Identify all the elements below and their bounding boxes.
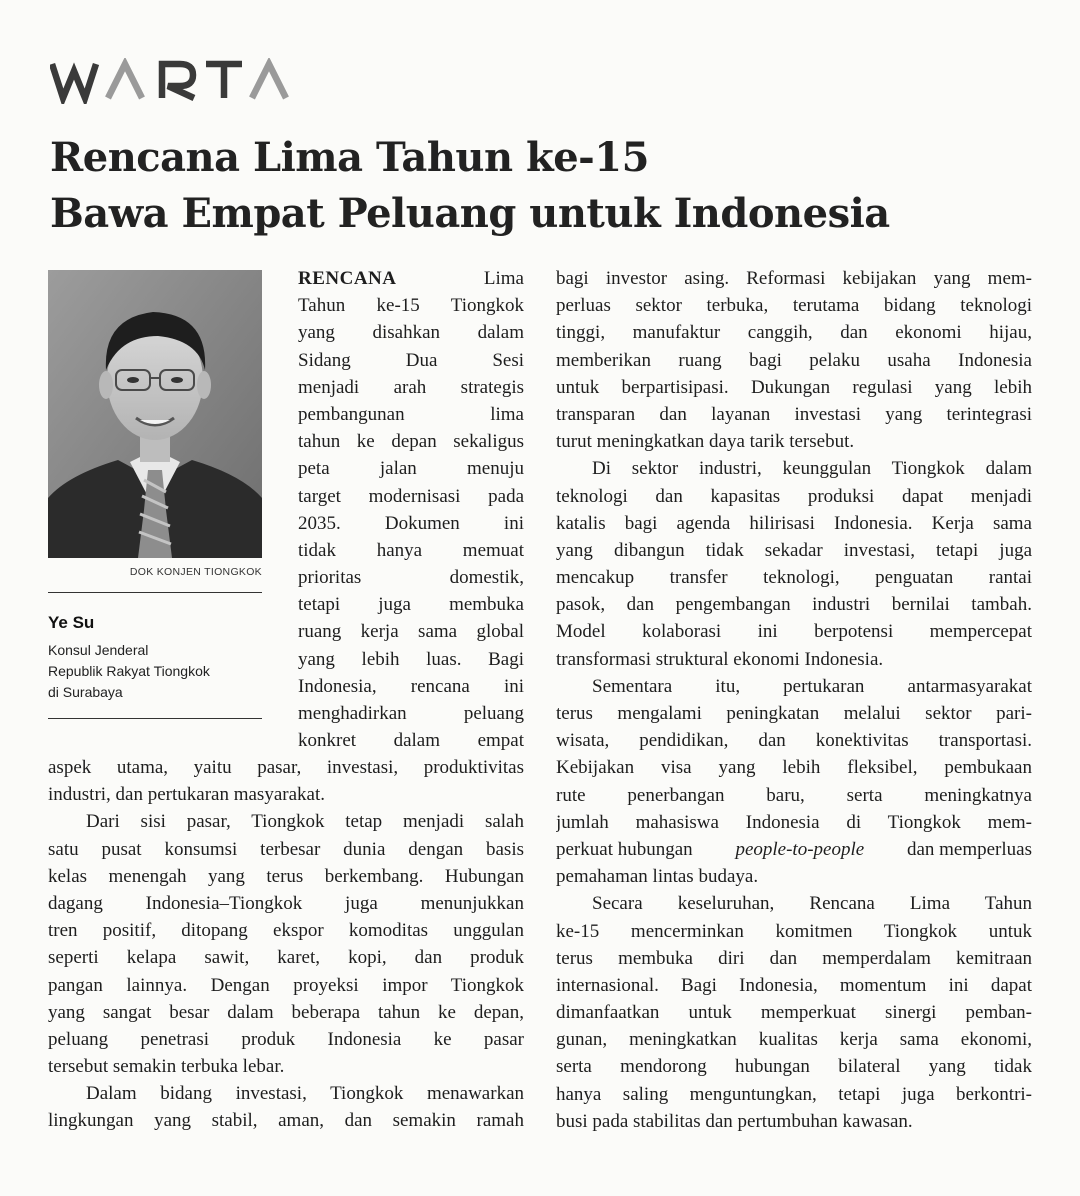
author-role-line: di Surabaya: [48, 684, 123, 700]
text-line: Di sektor industri, keunggulan Tiongkok dalam: [592, 458, 1032, 480]
text-line: peluang penetrasi produk Indonesia ke pasar: [48, 1028, 524, 1050]
text-line: [556, 836, 1032, 863]
text-line: Secara keseluruhan, Rencana Lima Tahun: [592, 893, 1032, 915]
text-line: tersebut semakin terbuka lebar.: [48, 1056, 285, 1078]
text-line: katalis bagi agenda hilirisasi Indonesia. Kerja sama: [556, 512, 1032, 534]
text-line: yang dibangun tidak sekadar investasi, tetapi juga: [556, 539, 1032, 561]
article-paragraph-1-narrow: [298, 265, 524, 754]
author-name: Ye Su: [48, 613, 95, 632]
text-line: ke-15 mencerminkan komitmen Tiongkok untuk: [556, 920, 1032, 942]
text-line: aspek utama, yaitu pasar, investasi, produktivitas: [48, 757, 524, 778]
text-line: konkret dalam empat: [298, 730, 524, 752]
text-line: Sidang Dua Sesi: [298, 349, 524, 371]
text-segment: perkuat hubungan: [556, 838, 698, 860]
text-line: bagi investor asing. Reformasi kebijakan yang mem-: [556, 268, 1032, 289]
text-line: jumlah mahasiswa Indonesia di Tiongkok mem-: [556, 811, 1032, 833]
text-line: tahun ke depan sekaligus: [298, 431, 524, 453]
text-line: pasok, dan pengembangan industri bernilai tambah.: [556, 594, 1032, 616]
text-line: tinggi, manufaktur canggih, dan ekonomi hijau,: [556, 322, 1032, 344]
text-line: Kebijakan visa yang lebih fleksibel, pembukaan: [556, 757, 1032, 779]
text-line: ruang kerja sama global: [298, 621, 524, 643]
text-line: terus mengalami peningkatan melalui sektor pari-: [556, 703, 1032, 724]
text-line: gunan, meningkatkan kualitas kerja sama ekonomi,: [556, 1029, 1032, 1051]
text-segment: dan memperluas: [902, 838, 1032, 860]
author-rule-top: [48, 592, 262, 593]
text-line: busi pada stabilitas dan pertumbuhan kawasan.: [556, 1110, 913, 1132]
text-line: menjadi arah strategis: [298, 376, 524, 398]
text-line: memberikan ruang bagi pelaku usaha Indonesia: [556, 349, 1032, 371]
text-line: Indonesia, rencana ini: [298, 675, 524, 697]
text-line: satu pusat konsumsi terbesar dunia dengan basis: [48, 838, 524, 860]
headline: [50, 130, 1050, 242]
text-line: mencakup transfer teknologi, penguatan rantai: [556, 567, 1032, 589]
text-line: prioritas domestik,: [298, 567, 524, 589]
text-line: Dalam bidang investasi, Tiongkok menawarkan: [86, 1083, 524, 1105]
text-line: Tahun ke-15 Tiongkok: [298, 295, 524, 317]
photo-credit: DOK KONJEN TIONGKOK: [129, 566, 262, 578]
text-line: internasional. Bagi Indonesia, momentum ini dapat: [556, 974, 1032, 996]
text-line: hanya saling menguntungkan, tetapi juga berkontri-: [556, 1083, 1032, 1105]
headline-line-2: Bawa Empat Peluang untuk Indonesia: [50, 190, 890, 237]
text-line: menghadirkan peluang: [298, 703, 524, 724]
text-line: dimanfaatkan untuk memperkuat sinergi pemban-: [556, 1002, 1032, 1024]
portrait-illustration: [48, 270, 262, 558]
text-line: [298, 265, 524, 292]
text-line: 2035. Dokumen ini: [298, 512, 524, 534]
text-line: wisata, pendidikan, dan konektivitas transportasi.: [556, 730, 1032, 752]
text-line: untuk berpartisipasi. Dukungan regulasi yang lebih: [556, 376, 1032, 398]
text-line: yang sangat besar dalam beberapa tahun ke depan,: [48, 1001, 524, 1023]
author-photo: [48, 270, 262, 558]
text-line: pangan lainnya. Dengan proyeksi impor Tiongkok: [48, 974, 524, 996]
text-line: yang disahkan dalam: [298, 322, 524, 344]
text-line: target modernisasi pada: [298, 485, 524, 507]
author-role: [48, 640, 262, 703]
text-line: serta mendorong hubungan bilateral yang tidak: [556, 1056, 1032, 1078]
article-right-column: [556, 265, 1032, 1135]
author-role-line: Konsul Jenderal: [48, 642, 149, 658]
text-line: seperti kelapa sawit, karet, kopi, dan produk: [48, 947, 524, 969]
warta-logo-mark: [50, 58, 300, 104]
text-line: transformasi struktural ekonomi Indonesia.: [556, 648, 884, 670]
text-line: rute penerbangan baru, serta meningkatnya: [556, 784, 1032, 806]
text-line: pemahaman lintas budaya.: [556, 866, 759, 888]
italic-term: people-to-people: [735, 838, 865, 860]
headline-line-1: Rencana Lima Tahun ke-15: [50, 134, 649, 181]
text-line: Model kolaborasi ini berpotensi mempercepat: [556, 621, 1032, 643]
text-line: Dari sisi pasar, Tiongkok tetap menjadi salah: [86, 811, 524, 833]
text-line: lingkungan yang stabil, aman, dan semakin ramah: [48, 1110, 524, 1132]
text-line: industri, dan pertukaran masyarakat.: [48, 784, 325, 806]
text-line: kelas menengah yang terus berkembang. Hubungan: [48, 865, 524, 887]
text-line: dagang Indonesia–Tiongkok juga menunjukkan: [48, 892, 524, 914]
text-line: perluas sektor terbuka, terutama bidang teknologi: [556, 295, 1032, 317]
lead-word: RENCANA: [298, 268, 397, 289]
text-line: transparan dan layanan investasi yang terintegrasi: [556, 403, 1032, 425]
lead-line-rest: Lima: [483, 268, 524, 289]
text-line: tetapi juga membuka: [298, 594, 524, 616]
text-line: tidak hanya memuat: [298, 539, 524, 561]
text-line: peta jalan menuju: [298, 458, 524, 480]
text-line: teknologi dan kapasitas produksi dapat menjadi: [556, 485, 1032, 507]
text-line: pembangunan lima: [298, 403, 524, 425]
text-line: yang lebih luas. Bagi: [298, 648, 524, 670]
text-line: Sementara itu, pertukaran antarmasyarakat: [592, 675, 1032, 697]
author-rule-bottom: [48, 718, 262, 719]
warta-logo: [50, 58, 300, 104]
text-line: terus membuka diri dan memperdalam kemitraan: [556, 947, 1032, 969]
text-line: turut meningkatkan daya tarik tersebut.: [556, 431, 855, 453]
article-left-column: [48, 754, 524, 1135]
text-line: tren positif, ditopang ekspor komoditas unggulan: [48, 920, 524, 942]
author-role-line: Republik Rakyat Tiongkok: [48, 663, 210, 679]
